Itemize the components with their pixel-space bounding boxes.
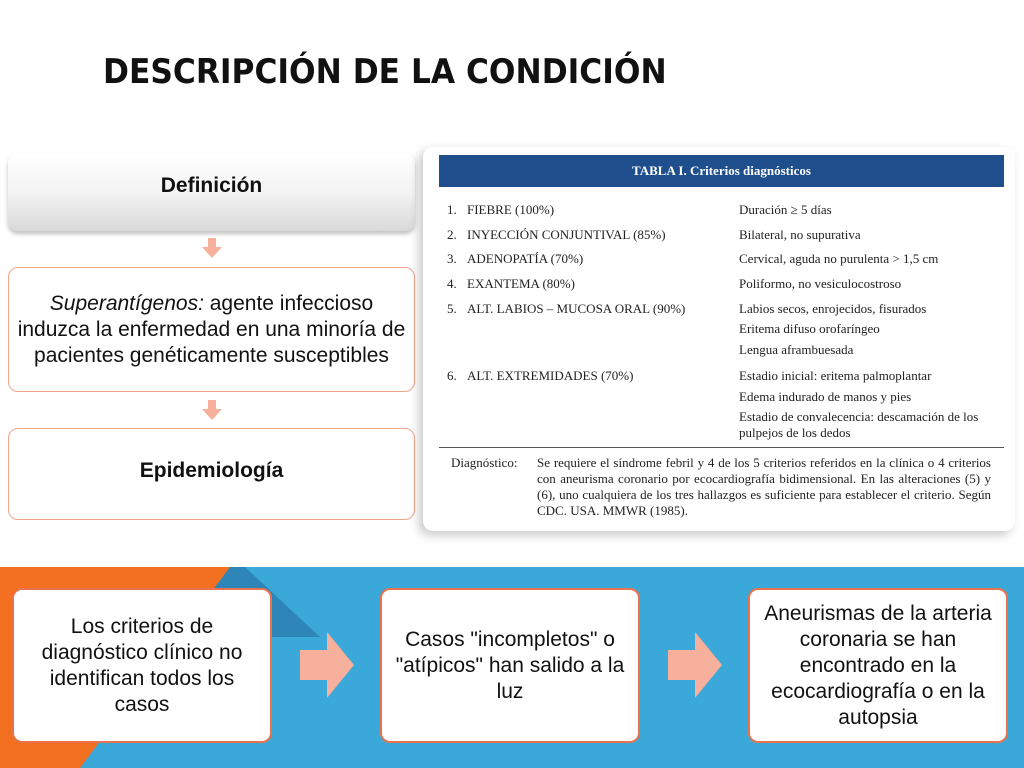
table-title: TABLA I. Criterios diagnósticos (439, 155, 1004, 187)
row-detail: Poliformo, no vesiculocostroso (739, 276, 902, 291)
process-step-1 (12, 588, 272, 743)
row-criterion: ALT. EXTREMIDADES (70%) (467, 368, 634, 383)
row-detail: Estadio inicial: eritema palmoplantar (739, 368, 932, 383)
process-step-3 (748, 588, 1008, 743)
row-number: 5. (447, 301, 457, 316)
row-number: 6. (447, 368, 457, 383)
row-number: 3. (447, 251, 457, 266)
right-arrow-icon (300, 632, 354, 698)
diagnostic-label: Diagnóstico: (451, 455, 518, 470)
row-criterion: ADENOPATÍA (70%) (467, 251, 584, 266)
down-arrow-icon (202, 238, 222, 258)
process-step-text: Los criterios de diagnóstico clínico no identifican todos los casos (41, 614, 243, 716)
superantigen-paragraph (15, 291, 408, 369)
table-divider (439, 447, 1004, 448)
row-criterion: INYECCIÓN CONJUNTIVAL (85%) (467, 227, 666, 242)
right-arrow-icon (668, 632, 722, 698)
definition-label: Definición (160, 174, 263, 197)
epidemiology-box (8, 428, 415, 520)
row-number: 2. (447, 227, 457, 242)
row-detail: Edema indurado de manos y pies (739, 389, 912, 404)
process-step-text: Aneurismas de la arteria coronaria se han encontrado en la ecocardiografía o en la autopsia (764, 601, 992, 729)
epidemiology-label: Epidemiología (139, 459, 284, 482)
superantigen-box (8, 267, 415, 392)
superantigen-term: Superantígenos: (49, 291, 204, 315)
row-detail: Duración ≥ 5 días (739, 202, 832, 217)
process-step-text: Casos "incompletos" o "atípicos" han salido a la luz (395, 627, 625, 703)
down-arrow-icon (202, 400, 222, 420)
diagnostic-criteria-table (423, 147, 1015, 531)
row-detail: pulpejos de los dedos (739, 425, 851, 440)
row-criterion: FIEBRE (100%) (467, 202, 555, 217)
row-criterion: ALT. LABIOS – MUCOSA ORAL (90%) (467, 301, 686, 316)
row-detail: Lengua aframbuesada (739, 342, 854, 357)
process-step-2 (380, 588, 640, 743)
row-detail: Bilateral, no supurativa (739, 227, 861, 242)
row-number: 1. (447, 202, 457, 217)
row-detail: Labios secos, enrojecidos, fisurados (739, 301, 927, 316)
row-criterion: EXANTEMA (80%) (467, 276, 575, 291)
row-detail: Estadio de convalecencia: descamación de los (739, 409, 979, 424)
row-number: 4. (447, 276, 457, 291)
row-detail: Eritema difuso orofaríngeo (739, 321, 880, 336)
row-detail: Cervical, aguda no purulenta > 1,5 cm (739, 251, 939, 266)
definition-box (8, 153, 415, 231)
diagnostic-text: Se requiere el síndrome febril y 4 de los 5 criterios referidos en la clínica o 4 criterios con aneurisma coronario por ecocardiografía bidimensional. En las alteraciones (5) y (6), uno cualquiera de los tres hallazgos es suficiente para establecer el criterio. Según CDC. USA. MMWR (1985). (537, 455, 991, 518)
superantigen-description: agente infeccioso induzca la enfermedad en una minoría de pacientes genéticamente susceptibles (17, 291, 406, 367)
slide-title: DESCRIPCIÓN DE LA CONDICIÓN (103, 52, 667, 92)
